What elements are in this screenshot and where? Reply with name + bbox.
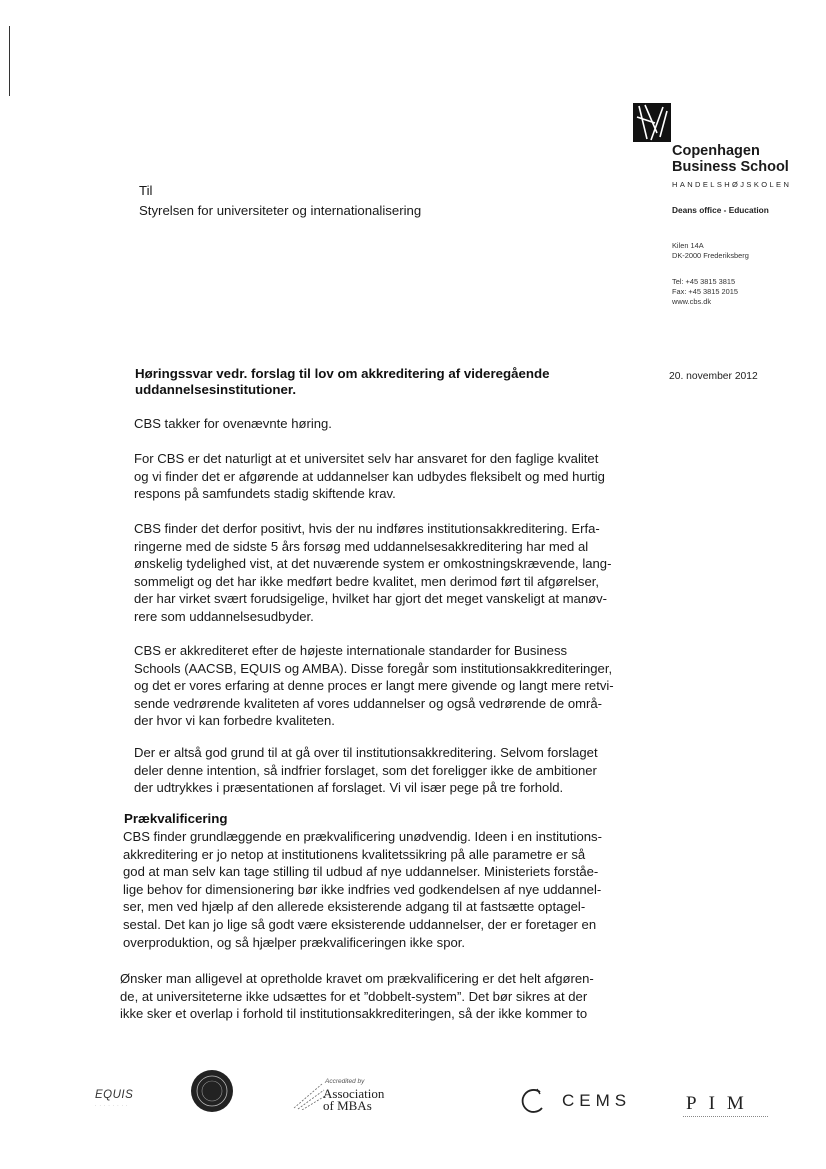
text-line: CBS er akkrediteret efter de højeste internationale standarder for Business <box>134 643 568 658</box>
subject-line: Høringssvar vedr. forslag til lov om akkreditering af videregående <box>135 366 550 381</box>
aacsb-seal-icon <box>190 1069 234 1113</box>
text-line: ønskelig tydelighed vist, at det nuværende system er omkostningskrævende, lang- <box>134 556 612 572</box>
address-line: DK-2000 Frederiksberg <box>672 251 749 260</box>
cbs-logo-icon <box>633 103 671 142</box>
paragraph <box>134 744 598 797</box>
brand-line-2: Business School <box>672 159 789 175</box>
paragraph <box>120 970 594 1023</box>
text-line: Schools (AACSB, EQUIS og AMBA). Disse foregår som institutionsakkrediteringer, <box>134 660 613 676</box>
text-line: sommeligt og det har ikke medført bedre kvalitet, men derimod ført til afgørelser, <box>134 573 600 589</box>
brand-subtitle: HANDELSHØJSKOLEN <box>672 180 792 189</box>
brand-line-1: Copenhagen <box>672 143 760 159</box>
text-line: de, at universiteterne ikke udsættes for et ”dobbelt-system”. Det bør sikres at der <box>120 988 588 1004</box>
paragraph <box>123 828 602 951</box>
text-line: overproduktion, og så hjælper prækvalificeringen ikke spor. <box>123 934 466 950</box>
text-line: Der er altså god grund til at gå over til institutionsakkreditering. Selvom forslaget <box>134 745 598 760</box>
text-line: CBS finder det derfor positivt, hvis der nu indføres institutionsakkreditering. Erfa- <box>134 521 600 536</box>
recipient-name: Styrelsen for universiteter og internationalisering <box>139 203 422 218</box>
text-line: lige behov for dimensionering bør ikke indfries ved godkendelsen af nye uddannel- <box>123 881 602 897</box>
pim-logo-rule <box>683 1116 768 1118</box>
text-line: sestal. Det kan jo lige så godt være eksisterende uddannelser, der er foretager en <box>123 916 597 932</box>
address <box>672 241 749 261</box>
address-line: Kilen 14A <box>672 241 704 250</box>
text-line: god at man selv kan tage stilling til udbud af nye uddannelser. Ministeriets forståe- <box>123 864 599 880</box>
text-line: ser, men ved hjælp af den allerede eksisterende adgang til at fastsætte optagel- <box>123 899 586 915</box>
section-heading: Prækvalificering <box>124 811 228 826</box>
text-line: CBS takker for ovenævnte høring. <box>134 416 332 431</box>
text-line: CBS finder grundlæggende en prækvalificering unødvendig. Ideen i en institutions- <box>123 829 602 844</box>
text-line: ringerne med de sidste 5 års forsøg med uddannelsesakkreditering har med al <box>134 538 589 554</box>
text-line: deler denne intention, så indfrier forslaget, som det foreligger ikke de ambitioner <box>134 762 597 778</box>
text-line: akkreditering er jo netop at institutionens kvalitetssikring på alle parametre er så <box>123 846 586 862</box>
text-line: ikke sker et overlap i forhold til institutionsakkrediteringen, så der ikke kommer to <box>120 1006 588 1022</box>
phone: Tel: +45 3815 3815 <box>672 277 736 286</box>
paragraph <box>134 520 611 626</box>
text-line: sende vedrørende kvaliteten af vores uddannelser og også vedrørende de områ- <box>134 695 603 711</box>
cems-mark-icon <box>520 1086 546 1116</box>
subject-heading <box>135 366 575 398</box>
text-line: For CBS er det naturligt at et universitet selv har ansvaret for den faglige kvalitet <box>134 451 599 466</box>
text-line: der har virket svært forudsigelige, hvilket har gjort det meget vanskeligt at manøv- <box>134 591 608 607</box>
text-line: og vi finder det er afgørende at uddannelser kan udbydes fleksibelt og med hurtig <box>134 468 605 484</box>
brand-name <box>672 143 789 175</box>
cems-logo: CEMS <box>562 1091 632 1110</box>
fax: Fax: +45 3815 2015 <box>672 287 738 296</box>
text-line: Ønsker man alligevel at opretholde kravet om prækvalificering er det helt afgøren- <box>120 971 594 986</box>
pim-logo: PIM <box>686 1093 756 1114</box>
website: www.cbs.dk <box>672 297 712 306</box>
paragraph <box>134 450 605 503</box>
letter-date: 20. november 2012 <box>669 371 758 382</box>
subject-line: uddannelsesinstitutioner. <box>135 382 297 397</box>
text-line: der udtrykkes i præsentationen af forslaget. Vi vil især pege på tre forhold. <box>134 780 564 796</box>
equis-logo-underline: · · · · · · · · <box>95 1103 129 1108</box>
department: Deans office - Education <box>672 205 769 215</box>
margin-line <box>9 26 10 96</box>
amba-logo <box>323 1088 384 1112</box>
contact-info <box>672 277 738 307</box>
equis-logo: EQUIS <box>95 1089 134 1101</box>
recipient-to: Til <box>139 183 153 198</box>
text-line: respons på samfundets stadig skiftende krav. <box>134 486 396 502</box>
text-line: rere som uddannelsesudbyder. <box>134 608 314 624</box>
amba-mark-icon <box>292 1080 326 1110</box>
amba-line: of MBAs <box>323 1098 372 1113</box>
text-line: der hvor vi kan forbedre kvaliteten. <box>134 713 335 729</box>
paragraph <box>134 415 332 433</box>
paragraph <box>134 642 614 730</box>
amba-line: Association <box>323 1086 385 1101</box>
text-line: og det er vores erfaring at denne proces er langt mere givende og langt mere retvi- <box>134 678 614 694</box>
amba-accredited-label: Accredited by <box>325 1078 365 1085</box>
